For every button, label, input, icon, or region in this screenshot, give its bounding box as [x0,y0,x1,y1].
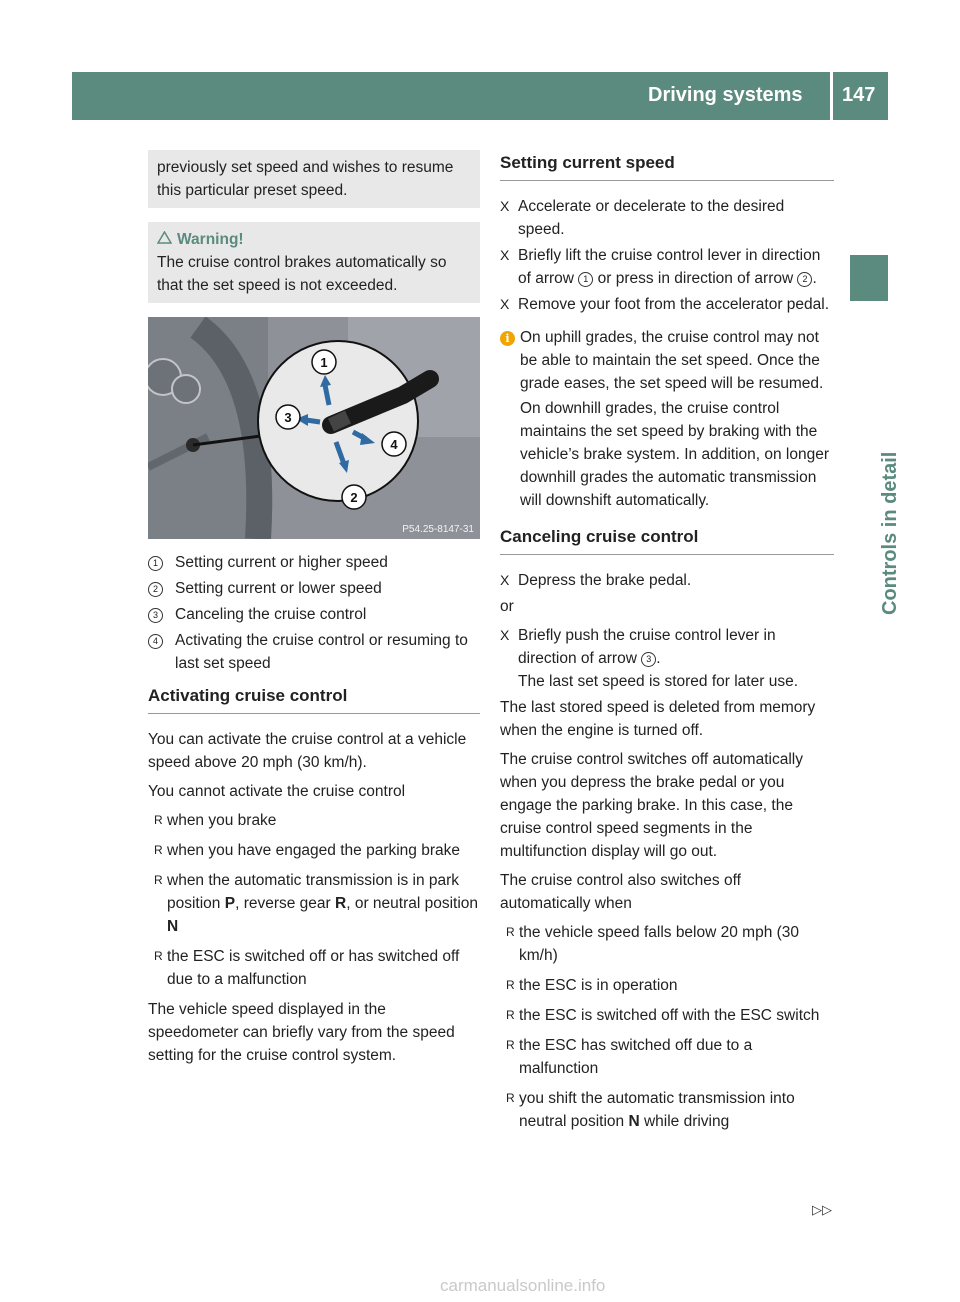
paragraph: You cannot activate the cruise control [148,783,406,800]
info-note [500,326,834,395]
side-tab-label [857,320,901,620]
step-text: Remove your foot from the accelerator pedal. [518,296,830,313]
bullet-marker: R [154,843,163,857]
page-number: 147 [842,84,876,106]
paragraph: The cruise control switches off automatically when you depress the brake pedal or you engage the parking brake. In this case, the cruise control speed segments in the multifunction display will go out. [500,751,803,860]
heading-activating: Activating cruise control [148,685,480,714]
step-text: Briefly lift the cruise control lever in direction of arrow 1 or press in direction of arrow 2 . [518,247,821,287]
inline-number-1: 1 [578,272,593,287]
paragraph: The cruise control also switches off automatically when [500,872,741,912]
warning-text: The cruise control brakes automatically so that the set speed is not exceeded. [157,254,447,294]
or-text: or [500,598,514,615]
continue-arrows-icon: ▷▷ [812,1202,832,1217]
legend-item [148,577,480,600]
step-marker: X [500,247,510,263]
intro-box [148,150,480,208]
bullet-text: when you have engaged the parking brake [167,842,460,859]
legend-item [148,629,480,675]
info-icon: i [500,331,515,346]
side-tab-text: Controls in detail [879,451,901,615]
step-item [500,293,834,316]
bullet-marker: R [506,1038,515,1052]
figure-code: P54.25-8147-31 [402,524,474,535]
info-text: On downhill grades, the cruise control maintains the set speed by braking with the vehicle’s brake system. In addition, on longer downhill grades the automatic transmission will downshift automatically. [520,400,830,509]
step-item [500,569,834,592]
bullet-item [148,839,480,862]
warning-title-line [157,228,471,251]
step-marker: X [500,627,510,643]
info-note-continued [500,397,834,512]
bullet-item [148,945,480,991]
figure-callout-3: 3 [284,410,292,425]
legend-number-4: 4 [148,634,163,649]
figure-callout-1: 1 [320,355,328,370]
step-item [500,195,834,241]
heading-setting: Setting current speed [500,152,834,181]
step-item [500,244,834,290]
paragraph: You can activate the cruise control at a vehicle speed above 20 mph (30 km/h). [148,731,467,771]
bullet-item [148,809,480,832]
right-column [500,150,834,1140]
bullet-text: the ESC is switched off or has switched off due to a malfunction [167,948,460,988]
inline-number-2: 2 [797,272,812,287]
cruise-control-lever-figure [148,317,480,539]
section-title: Driving systems [648,84,803,106]
heading-canceling: Canceling cruise control [500,526,834,555]
legend-text: Canceling the cruise control [175,606,367,623]
header-divider [830,72,833,120]
bullet-text: when you brake [167,812,277,829]
legend-number-1: 1 [148,556,163,571]
legend-item [148,603,480,626]
bullet-marker: R [506,978,515,992]
bullet-marker: R [154,873,163,887]
legend-number-2: 2 [148,582,163,597]
bullet-text: you shift the automatic transmission into neutral position N while driving [519,1090,795,1130]
lever-illustration [148,317,480,539]
bullet-text: when the automatic transmission is in park position P, reverse gear R, or neutral position N [167,872,479,935]
step-text: Accelerate or decelerate to the desired speed. [518,198,785,238]
bullet-text: the ESC has switched off due to a malfunction [519,1037,753,1077]
legend-item [148,551,480,574]
bullet-marker: R [154,949,163,963]
legend-text: Setting current or lower speed [175,580,382,597]
paragraph: The last stored speed is deleted from memory when the engine is turned off. [500,699,816,739]
inline-number-3: 3 [641,652,656,667]
bullet-item [500,1034,834,1080]
bullet-marker: R [506,1091,515,1105]
step-marker: X [500,296,510,312]
bullet-item [500,1087,834,1133]
step-marker: X [500,198,510,214]
step-text: Briefly push the cruise control lever in direction of arrow 3 . The last set speed is stored for later use. [518,627,798,690]
step-marker: X [500,572,510,588]
bullet-marker: R [154,813,163,827]
warning-title: Warning! [177,231,244,248]
warning-triangle-icon [157,228,173,251]
legend-text: Setting current or higher speed [175,554,388,571]
bullet-item [500,974,834,997]
side-tab-marker [850,255,888,301]
left-column [148,150,480,1067]
bullet-marker: R [506,1008,515,1022]
legend-number-3: 3 [148,608,163,623]
legend-text: Activating the cruise control or resuming to last set speed [175,632,468,672]
bullet-text: the ESC is in operation [519,977,678,994]
step-text: Depress the brake pedal. [518,572,692,589]
bullet-text: the vehicle speed falls below 20 mph (30 km/h) [519,924,800,964]
bullet-item [500,921,834,967]
intro-text: previously set speed and wishes to resume this particular preset speed. [157,159,454,199]
figure-callout-4: 4 [390,437,398,452]
warning-box [148,222,480,303]
watermark: carmanualsonline.info [440,1276,606,1295]
bullet-item [148,869,480,938]
bullet-text: the ESC is switched off with the ESC switch [519,1007,820,1024]
paragraph: The vehicle speed displayed in the speedometer can briefly vary from the speed setting for the cruise control system. [148,1001,455,1064]
step-item [500,624,834,693]
bullet-item [500,1004,834,1027]
info-text: On uphill grades, the cruise control may not be able to maintain the set speed. Once the grade eases, the set speed will be resumed. [520,329,824,392]
bullet-marker: R [506,925,515,939]
figure-callout-2: 2 [350,490,358,505]
